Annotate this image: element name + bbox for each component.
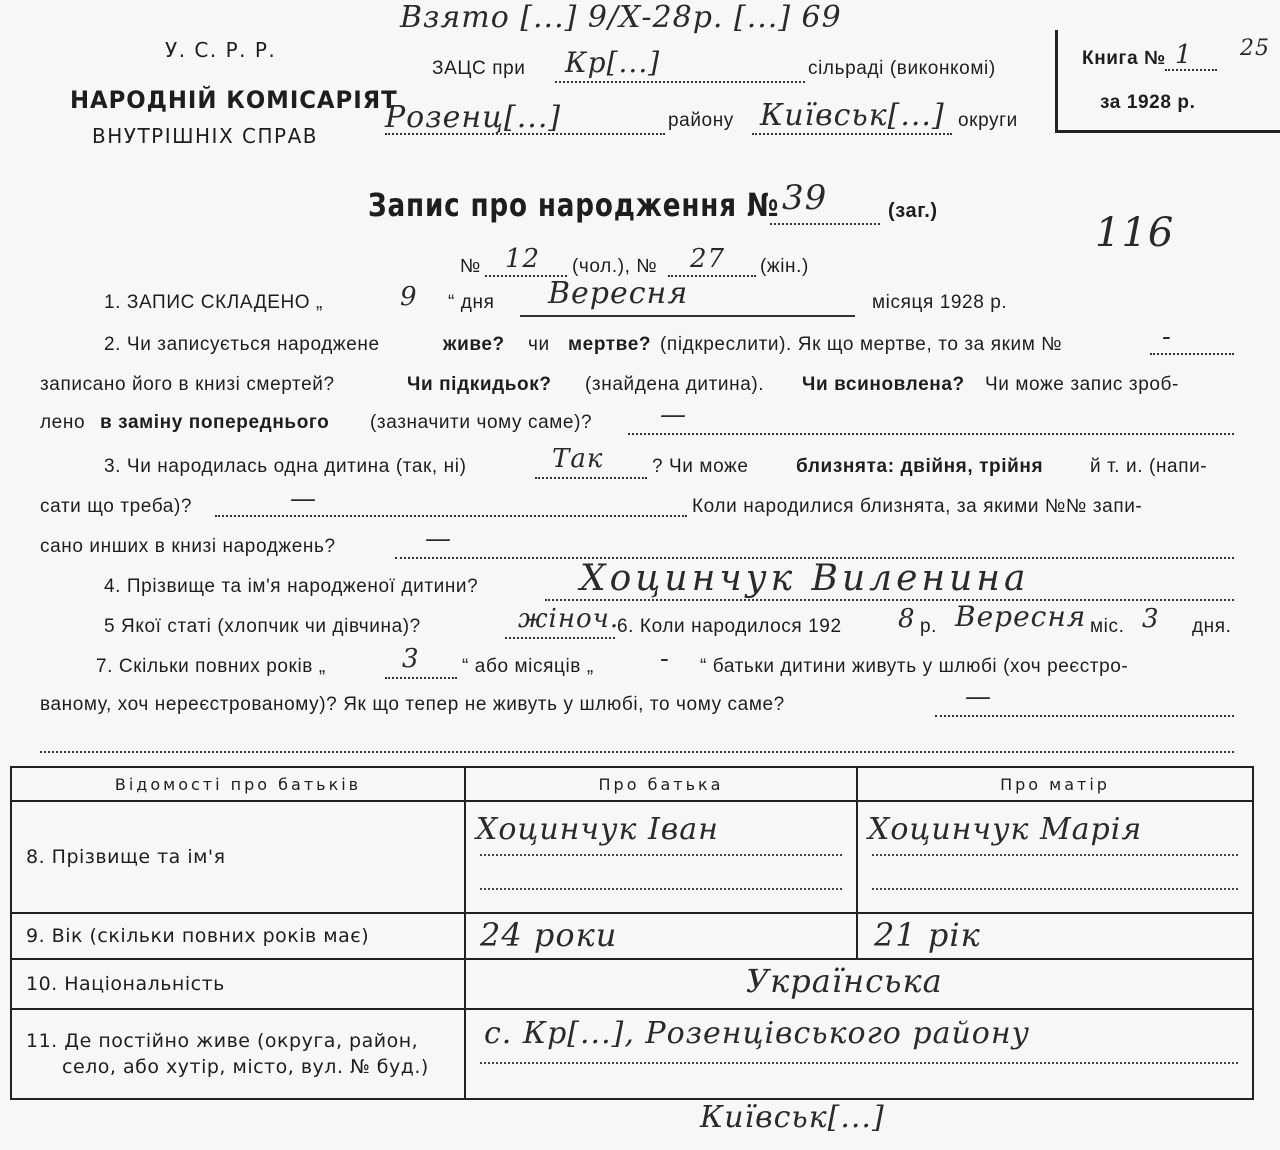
q3-line2-handwritten: — (290, 484, 317, 514)
q2-line3-dots (628, 432, 1234, 435)
q2-line3-c: (зазначити чому саме)? (370, 412, 593, 433)
raion-handwritten: Розенц[...] (385, 100, 562, 135)
row-residence-label-line2: село, або хутір, місто, вул. № буд.) (62, 1056, 429, 1078)
q2-line1-e: (підкреслити). Як що мертве, то за яким № (660, 334, 1063, 355)
top-handwritten-note: Взято [...] 9/Х-28р. [...] 69 (400, 0, 842, 35)
q7-line1-a: 7. Скільки повних років „ (96, 656, 326, 677)
q1-day-label: “ дня (448, 292, 495, 313)
q7-line1-b: “ або місяців „ (462, 656, 594, 677)
q3-line2-dots (215, 514, 687, 517)
q2-line3-handwritten: — (660, 400, 687, 430)
father-name-dots-1 (480, 854, 842, 856)
q3-line3-handwritten: — (425, 524, 452, 554)
q3-line1-b: ? Чи може (652, 456, 749, 477)
mother-name-handwritten: Хоцинчук Марія (868, 812, 1143, 847)
mother-name-cell (857, 801, 1253, 913)
mother-age-cell (857, 913, 1253, 959)
table-row (11, 1009, 1253, 1099)
q7-years-handwritten: 3 (402, 644, 420, 674)
q6-month-label: міс. (1090, 616, 1125, 637)
q2-line3-replacement: в заміну попереднього (100, 412, 330, 433)
q6-day-handwritten: 3 (1142, 604, 1160, 634)
zags-village-dots (555, 80, 805, 83)
male-label: (чол.), № (572, 256, 658, 277)
q7-line1-c: “ батьки дитини живуть у шлюбі (хоч реєстро- (700, 656, 1129, 677)
header-father: Про батька (465, 767, 857, 801)
q3-line1-handwritten: Так (552, 444, 604, 474)
mother-name-dots-1 (872, 854, 1238, 856)
commissariat-title: НАРОДНІЙ КОМІСАРІЯТ (70, 86, 398, 114)
male-number-handwritten: 12 (505, 244, 541, 274)
zags-prefix: ЗАЦС при (432, 58, 526, 79)
zags-suffix: сільраді (виконкомі) (808, 58, 996, 79)
q2-line1-a: 2. Чи записується народжене (104, 334, 380, 355)
book-number-handwritten: 1 (1175, 40, 1193, 70)
q2-line1-handwritten: - (1162, 322, 1172, 352)
q1-month-handwritten: Вересня (548, 276, 689, 311)
record-number-handwritten: 39 (782, 178, 828, 218)
q7-extra-dots (40, 750, 1234, 753)
q2-line1-or: чи (528, 334, 550, 355)
raion-dots (385, 132, 665, 135)
mother-age-handwritten: 21 рік (874, 916, 981, 954)
q2-line1-dead: мертве? (568, 334, 652, 355)
row-nationality-label: 10. Національність (11, 959, 465, 1009)
nationality-handwritten: Українська (746, 962, 943, 1000)
zag-label: (заг.) (888, 200, 938, 222)
residence-handwritten-line2: Київськ[...] (700, 1100, 885, 1135)
q3-line1-dots (535, 476, 647, 479)
book-number-dots (1165, 68, 1217, 71)
q3-line1-a: 3. Чи народилась одна дитина (так, ні) (104, 456, 467, 477)
female-label: (жін.) (760, 256, 809, 277)
ussr-label: У. С. Р. Р. (165, 38, 277, 62)
nationality-cell (465, 959, 1253, 1009)
record-title: Запис про народження № (368, 186, 780, 224)
q5-dots (505, 636, 615, 639)
q1-month-dots (520, 314, 855, 317)
q2-line3-a: лено (40, 412, 86, 433)
table-row (11, 801, 1253, 913)
row-name-label: 8. Прізвище та ім'я (11, 801, 465, 913)
header-parents-info: Відомості про батьків (11, 767, 465, 801)
okruga-label: округи (958, 110, 1018, 131)
parents-table (10, 766, 1254, 1100)
q7-years-dots (385, 676, 457, 679)
table-row (11, 959, 1253, 1009)
mother-name-dots-2 (872, 888, 1238, 890)
raion-label: району (668, 110, 734, 131)
residence-cell (465, 1009, 1253, 1099)
q2-line1-alive: живе? (443, 334, 505, 355)
q6-year-handwritten: 8 (898, 604, 916, 634)
row-age-label: 9. Вік (скільки повних років має) (11, 913, 465, 959)
q2-line2-e: Чи може запис зроб- (985, 374, 1179, 395)
father-name-dots-2 (480, 888, 842, 890)
record-number-dots (770, 222, 880, 225)
q7-line2-handwritten: — (965, 682, 992, 712)
no-label: № (460, 256, 481, 277)
q1-label: 1. ЗАПИС СКЛАДЕНО „ (104, 292, 323, 313)
row-residence-label (11, 1009, 465, 1099)
side-number-handwritten: 116 (1095, 210, 1175, 256)
q2-line1-dots (1150, 352, 1234, 355)
father-age-handwritten: 24 роки (480, 916, 618, 954)
q3-line1-twins: близнята: двійня, трійня (796, 456, 1044, 477)
q1-day-handwritten: 9 (400, 282, 418, 312)
q6-label: 6. Коли народилося 192 (617, 616, 842, 637)
q7-line2-a: ваному, хоч нереєстрованому)? Як що тепер не живуть у шлюбі, то чому саме? (40, 694, 785, 715)
residence-handwritten-line1: с. Кр[...], Розенцівського району (484, 1016, 1031, 1051)
q2-line2-foundling: Чи підкидьок? (407, 374, 552, 395)
q3-line2-a: сати що треба)? (40, 496, 193, 517)
okruga-handwritten: Київськ[...] (760, 98, 945, 133)
father-name-cell (465, 801, 857, 913)
q3-line3-a: сано инших в книзі народжень? (40, 536, 336, 557)
q6-month-handwritten: Вересня (955, 600, 1087, 633)
q3-line1-d: й т. и. (напи- (1090, 456, 1208, 477)
q6-day-label: дня. (1192, 616, 1232, 637)
q1-month-label: місяця 1928 р. (872, 292, 1008, 313)
father-name-handwritten: Хоцинчук Іван (476, 812, 719, 847)
q6-year-suffix: р. (920, 616, 938, 637)
q2-line2-adopted: Чи всиновлена? (802, 374, 965, 395)
okruga-dots (752, 132, 952, 135)
q5-sex-handwritten: жіноч. (518, 604, 620, 634)
q4-child-name-handwritten: Хоцинчук Виленина (580, 558, 1030, 599)
q4-label: 4. Прізвище та ім'я народженої дитини? (104, 576, 479, 597)
q5-label: 5 Якої статі (хлопчик чи дівчина)? (104, 616, 421, 637)
corner-handwritten: 25 (1240, 36, 1270, 61)
female-number-handwritten: 27 (690, 244, 726, 274)
book-label: Книга № (1082, 48, 1166, 69)
row-residence-label-line1: 11. Де постійно живе (округа, район, (26, 1030, 419, 1052)
zags-village-handwritten: Кр[...] (565, 46, 661, 79)
father-age-cell (465, 913, 857, 959)
book-year: за 1928 р. (1100, 92, 1196, 113)
q2-line2-c: (знайдена дитина). (585, 374, 765, 395)
q2-line2-a: записано його в книзі смертей? (40, 374, 335, 395)
residence-dots (480, 1062, 1238, 1064)
header-mother: Про матір (857, 767, 1253, 801)
q4-dots (545, 598, 1234, 601)
commissariat-subtitle: ВНУТРІШНІХ СПРАВ (92, 124, 318, 148)
q7-months-handwritten: - (660, 644, 670, 674)
q3-line2-b: Коли народилися близнята, за якими №№ запи- (692, 496, 1143, 517)
q7-line2-dots (935, 714, 1234, 717)
table-row (11, 913, 1253, 959)
